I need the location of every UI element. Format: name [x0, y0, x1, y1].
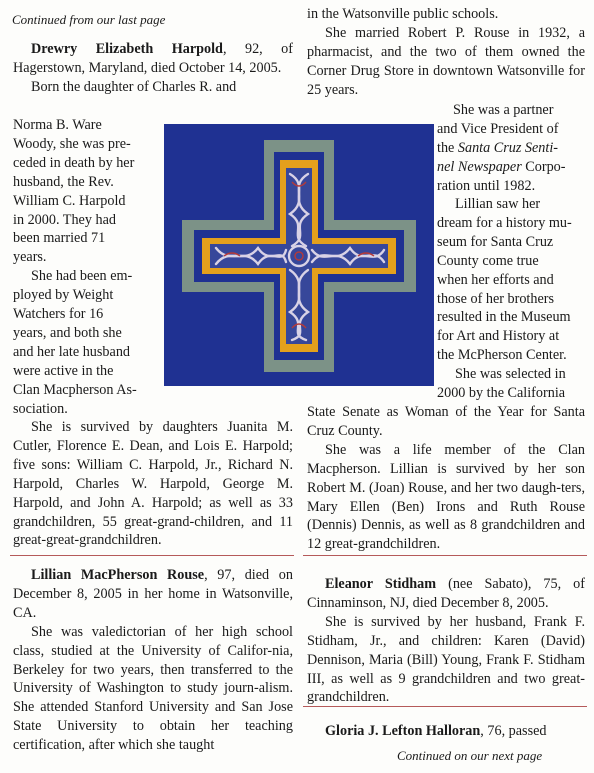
rouse-name: Lillian MacPherson Rouse — [31, 567, 205, 583]
rouse-selected-rest: State Senate as Woman of the Year for Santa Cruz County. — [307, 404, 585, 439]
harpold-survivors: She is survived by daughters Juanita M. Cutler, Florence E. Dean, and Lois E. Harpold; five sons: William C. Harpold, Jr., Richard N. Harpold, Charles W. Harpold, George M. Harpold, and John A. Harpold; as well as 33 grandchildren, 55 great-grand-children, and 11 great-great-grandchildren. — [13, 419, 293, 549]
harpold-name: Drewry Elizabeth Harpold — [31, 41, 223, 57]
harpold-wrap-line: William C. Harpold — [13, 192, 126, 209]
divider-left — [10, 555, 294, 556]
obituary-harpold-wrap — [13, 116, 163, 419]
harpold-wrap-line: and her late husband — [13, 343, 131, 360]
newspaper-name-1: Santa Cruz Senti- — [457, 139, 558, 156]
harpold-wrap-line: Woody, she was pre- — [13, 135, 131, 152]
obituary-rouse-intro — [13, 566, 293, 755]
harpold-born: Born the daughter of Charles R. and — [31, 78, 237, 95]
obituary-rouse-museum — [437, 195, 585, 365]
rouse-museum-line: County come true — [437, 252, 539, 269]
celtic-knot-cross-icon — [164, 124, 434, 386]
rouse-intro-text: , 97, died on December 8, 2005 in her home in Watsonville, CA. — [13, 567, 293, 621]
divider-right-2 — [303, 706, 587, 707]
partner-line-1: She was a partner — [453, 102, 554, 118]
harpold-wrap-line: She had been em- — [31, 268, 133, 285]
rouse-museum-line: the McPherson Center. — [437, 347, 567, 364]
harpold-wrap-line: years, and both she — [13, 324, 122, 341]
newspaper-name-2: nel Newspaper — [437, 158, 522, 175]
rouse-museum-line: resulted in the Museum — [437, 309, 571, 326]
harpold-wrap-line: been married 71 — [13, 230, 106, 247]
partner-line-3: the — [437, 139, 458, 156]
harpold-intro-text: , 92, of Hagerstown, Maryland, died October 14, 2005. — [13, 41, 293, 76]
continued-on-label: Continued on our next page — [397, 748, 543, 763]
harpold-wrap-line: Watchers for 16 — [13, 306, 104, 323]
harpold-wrap-line: Norma B. Ware — [13, 117, 102, 133]
harpold-wrap-line: in 2000. They had — [13, 211, 116, 228]
harpold-wrap-line: were active in the — [13, 362, 114, 379]
obituary-rouse-end — [307, 403, 585, 554]
continued-from-label: Continued from our last page — [12, 12, 166, 27]
harpold-wrap-line: sociation. — [13, 400, 68, 417]
rouse-museum-line: seum for Santa Cruz — [437, 233, 554, 250]
obituary-rouse-selected — [437, 365, 585, 403]
rouse-selected-line: 2000 by the California — [437, 384, 566, 401]
harpold-wrap-line: husband, the Rev. — [13, 173, 114, 190]
stidham-survivors: She is survived by her husband, Frank F. Stidham, Jr., and children: Karen (David) Dennison, Maria (Bill) Young, Frank F. Stidham III, as well as 9 grandchildren and two great-grandchildren. — [307, 613, 585, 706]
rouse-selected-line: She was selected in — [455, 366, 566, 382]
harpold-wrap-line: ployed by Weight — [13, 287, 114, 304]
stidham-name: Eleanor Stidham — [325, 576, 437, 592]
rouse-museum-line: for Art and History at — [437, 328, 560, 345]
harpold-wrap-line: Clan Macpherson As- — [13, 381, 137, 398]
halloran-name: Gloria J. Lefton Halloran — [325, 723, 481, 739]
rouse-member: She was a life member of the Clan Macpherson. Lillian is survived by her son Robert M. (Joan) Rouse, and her two daugh-ters, Mary Ellen (Ben) Irons and Ruth Rouse (Dennis) Dennis, as well as 8 grandchildren and 12 great-grandchildren. — [307, 441, 585, 553]
partner-line-4: Corpo- — [521, 158, 566, 175]
obituary-rouse-partner — [437, 101, 585, 196]
obituary-stidham — [307, 575, 585, 707]
obituary-rouse-continued — [307, 5, 585, 100]
rouse-museum-line: when her efforts and — [437, 271, 554, 288]
rouse-museum-line: Lillian saw her — [455, 196, 541, 212]
obituary-harpold-intro — [13, 40, 293, 97]
harpold-wrap-line: ceded in death by her — [13, 154, 135, 171]
partner-line-2: and Vice President of — [437, 120, 559, 137]
rouse-museum-line: dream for a history mu- — [437, 214, 572, 231]
rouse-museum-line: those of her brothers — [437, 290, 555, 307]
rouse-education-cont: in the Watsonville public schools. — [307, 6, 499, 22]
obituary-harpold-survivors-block — [13, 418, 293, 550]
rouse-education: She was valedictorian of her high school class, studied at the University of Califor-nia, Berkeley for two years, then transferred to the University of Washington to study journ-alism. She attended Stanford University and San Jose State University to obtain her teaching certification, after which she taught — [13, 623, 293, 754]
partner-line-5: ration until 1982. — [437, 177, 536, 194]
stidham-intro-text: (nee Sabato), 75, of Cinnaminson, NJ, died December 8, 2005. — [307, 576, 585, 611]
rouse-married: She married Robert P. Rouse in 1932, a pharmacist, and the two of them owned the Corner Drug Store in downtown Watsonville for 25 years. — [307, 24, 585, 98]
divider-right — [303, 555, 587, 556]
harpold-wrap-line: years. — [13, 249, 47, 266]
obituary-halloran — [307, 722, 585, 741]
halloran-intro-text: , 76, passed — [480, 723, 547, 739]
